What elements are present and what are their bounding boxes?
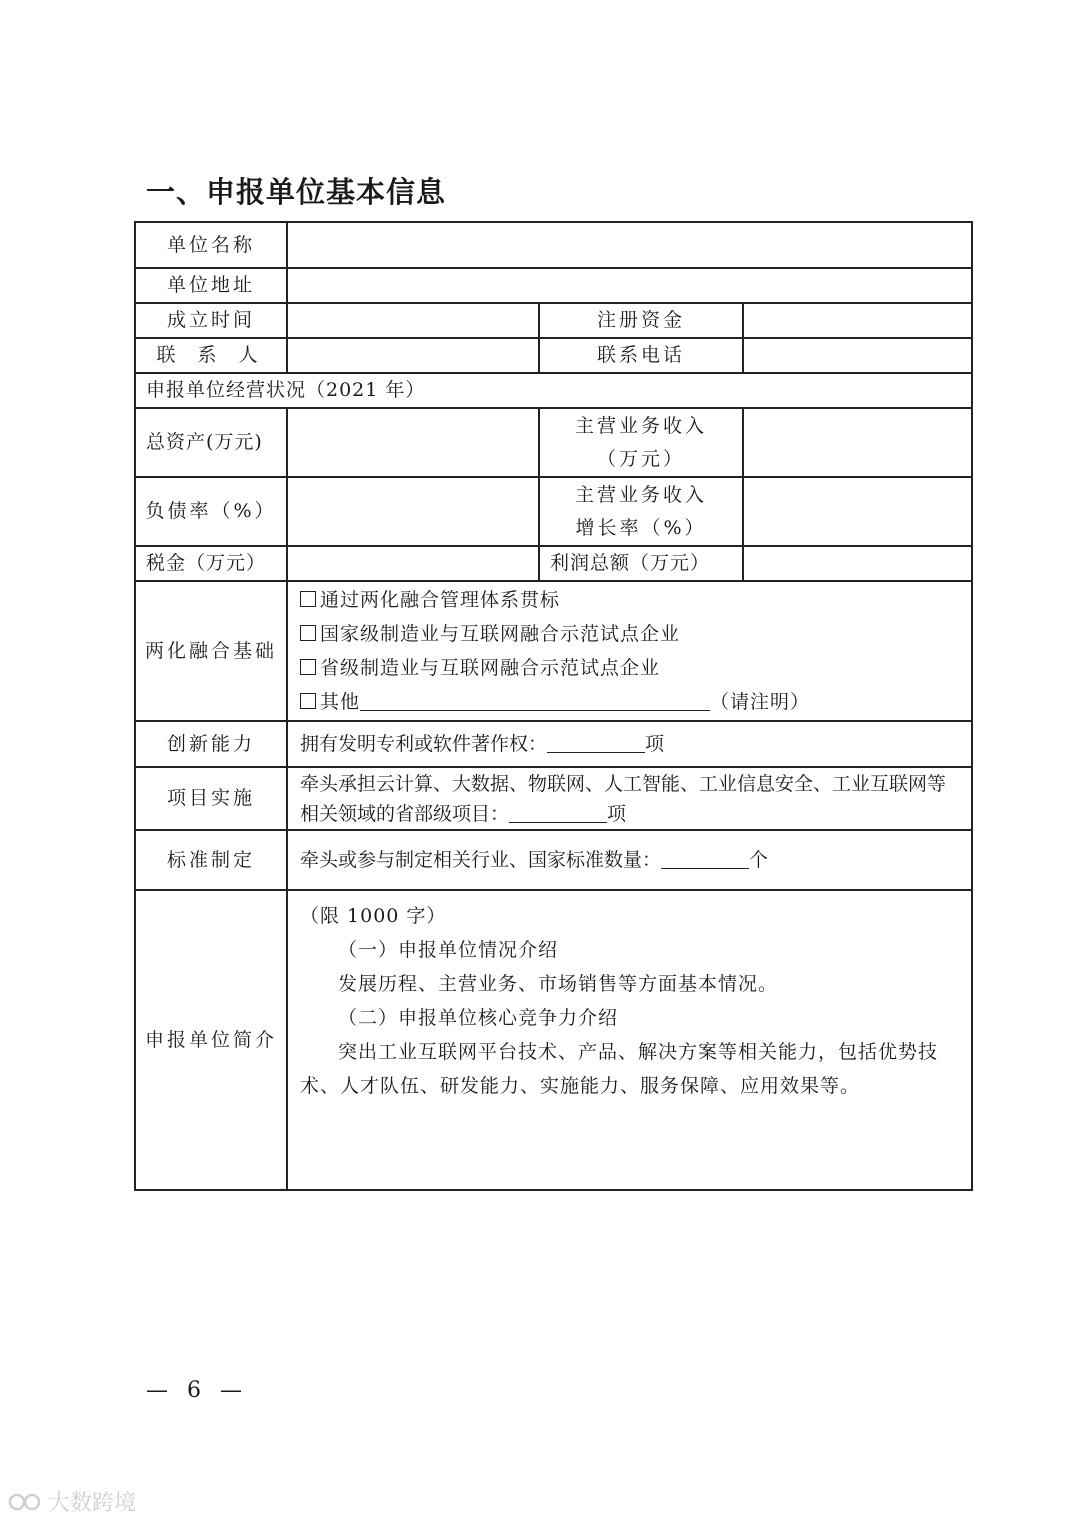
section-heading: 一、申报单位基本信息 [146, 175, 447, 209]
label-standard: 标准制定 [135, 830, 287, 890]
option-4[interactable] [300, 685, 963, 719]
integration-options [287, 581, 972, 721]
page-number: — 6 — [146, 1378, 248, 1403]
label-total-assets: 总资产(万元) [135, 408, 287, 477]
label-operating-status: 申报单位经营状况（2021 年） [135, 373, 972, 408]
standard-content [287, 830, 972, 890]
label-main-revenue [539, 408, 743, 477]
field-capital[interactable] [743, 303, 972, 338]
checkbox-icon[interactable] [300, 693, 316, 709]
other-blank[interactable] [360, 690, 710, 711]
field-total-assets[interactable] [287, 408, 539, 477]
label-tax: 税金（万元） [135, 546, 287, 581]
label-revenue-growth-line1: 主营业务收入 [574, 483, 707, 506]
innovation-content [287, 721, 972, 767]
innovation-text: 拥有发明专利或软件著作权： [300, 732, 548, 755]
innovation-unit: 项 [645, 732, 665, 755]
innovation-blank[interactable] [547, 732, 645, 753]
checkbox-icon[interactable] [300, 591, 316, 607]
option-4-note: （请注明） [710, 691, 811, 713]
label-phone: 联系电话 [539, 338, 743, 373]
checkbox-icon[interactable] [300, 659, 316, 675]
checkbox-icon[interactable] [300, 625, 316, 641]
field-main-revenue[interactable] [743, 408, 972, 477]
label-unit-name: 单位名称 [135, 222, 287, 268]
label-intro: 申报单位简介 [135, 890, 287, 1190]
intro-limit: （限 1000 字） [300, 905, 447, 927]
label-unit-address: 单位地址 [135, 268, 287, 303]
field-founded[interactable] [287, 303, 539, 338]
field-contact[interactable] [287, 338, 539, 373]
intro-section-1: （一）申报单位情况介绍 [338, 939, 559, 961]
intro-section-2: （二）申报单位核心竞争力介绍 [338, 1007, 619, 1029]
option-2[interactable] [300, 617, 963, 651]
field-revenue-growth[interactable] [743, 477, 972, 546]
label-founded: 成立时间 [135, 303, 287, 338]
basic-info-table [134, 221, 973, 1191]
label-project: 项目实施 [135, 767, 287, 830]
intro-section-1-text: 发展历程、主营业务、市场销售等方面基本情况。 [338, 973, 779, 995]
project-unit: 项 [607, 802, 627, 825]
field-phone[interactable] [743, 338, 972, 373]
field-tax[interactable] [287, 546, 539, 581]
intro-content[interactable] [287, 890, 972, 1190]
label-contact: 联 系 人 [135, 338, 287, 373]
project-content [287, 767, 972, 830]
option-1[interactable] [300, 583, 963, 617]
option-2-label: 国家级制造业与互联网融合示范试点企业 [320, 623, 681, 645]
label-debt-ratio: 负债率（%） [135, 477, 287, 546]
standard-unit: 个 [749, 848, 769, 871]
project-text: 牵头承担云计算、大数据、物联网、人工智能、工业信息安全、工业互联网等相关领域的省部级项目： [300, 772, 947, 825]
option-4-label: 其他 [320, 691, 361, 713]
label-main-revenue-line2: （万元） [596, 447, 685, 470]
label-main-revenue-line1: 主营业务收入 [574, 414, 707, 437]
field-unit-name[interactable] [287, 222, 972, 268]
label-total-profit: 利润总额（万元） [539, 546, 743, 581]
standard-blank[interactable] [661, 848, 749, 869]
field-debt-ratio[interactable] [287, 477, 539, 546]
label-revenue-growth [539, 477, 743, 546]
label-integration: 两化融合基础 [135, 581, 287, 721]
field-total-profit[interactable] [743, 546, 972, 581]
watermark-logo-icon [8, 1489, 42, 1515]
option-1-label: 通过两化融合管理体系贯标 [320, 589, 561, 611]
option-3-label: 省级制造业与互联网融合示范试点企业 [320, 657, 661, 679]
watermark [8, 1486, 136, 1517]
watermark-text: 大数跨境 [48, 1491, 137, 1516]
intro-section-2-text: 突出工业互联网平台技术、产品、解决方案等相关能力，包括优势技术、人才队伍、研发能力、实施能力、服务保障、应用效果等。 [300, 1041, 939, 1097]
standard-text: 牵头或参与制定相关行业、国家标准数量： [300, 848, 662, 871]
option-3[interactable] [300, 651, 963, 685]
field-unit-address[interactable] [287, 268, 972, 303]
label-capital: 注册资金 [539, 303, 743, 338]
label-innovation: 创新能力 [135, 721, 287, 767]
project-blank[interactable] [509, 802, 607, 823]
label-revenue-growth-line2: 增长率（%） [575, 516, 707, 539]
